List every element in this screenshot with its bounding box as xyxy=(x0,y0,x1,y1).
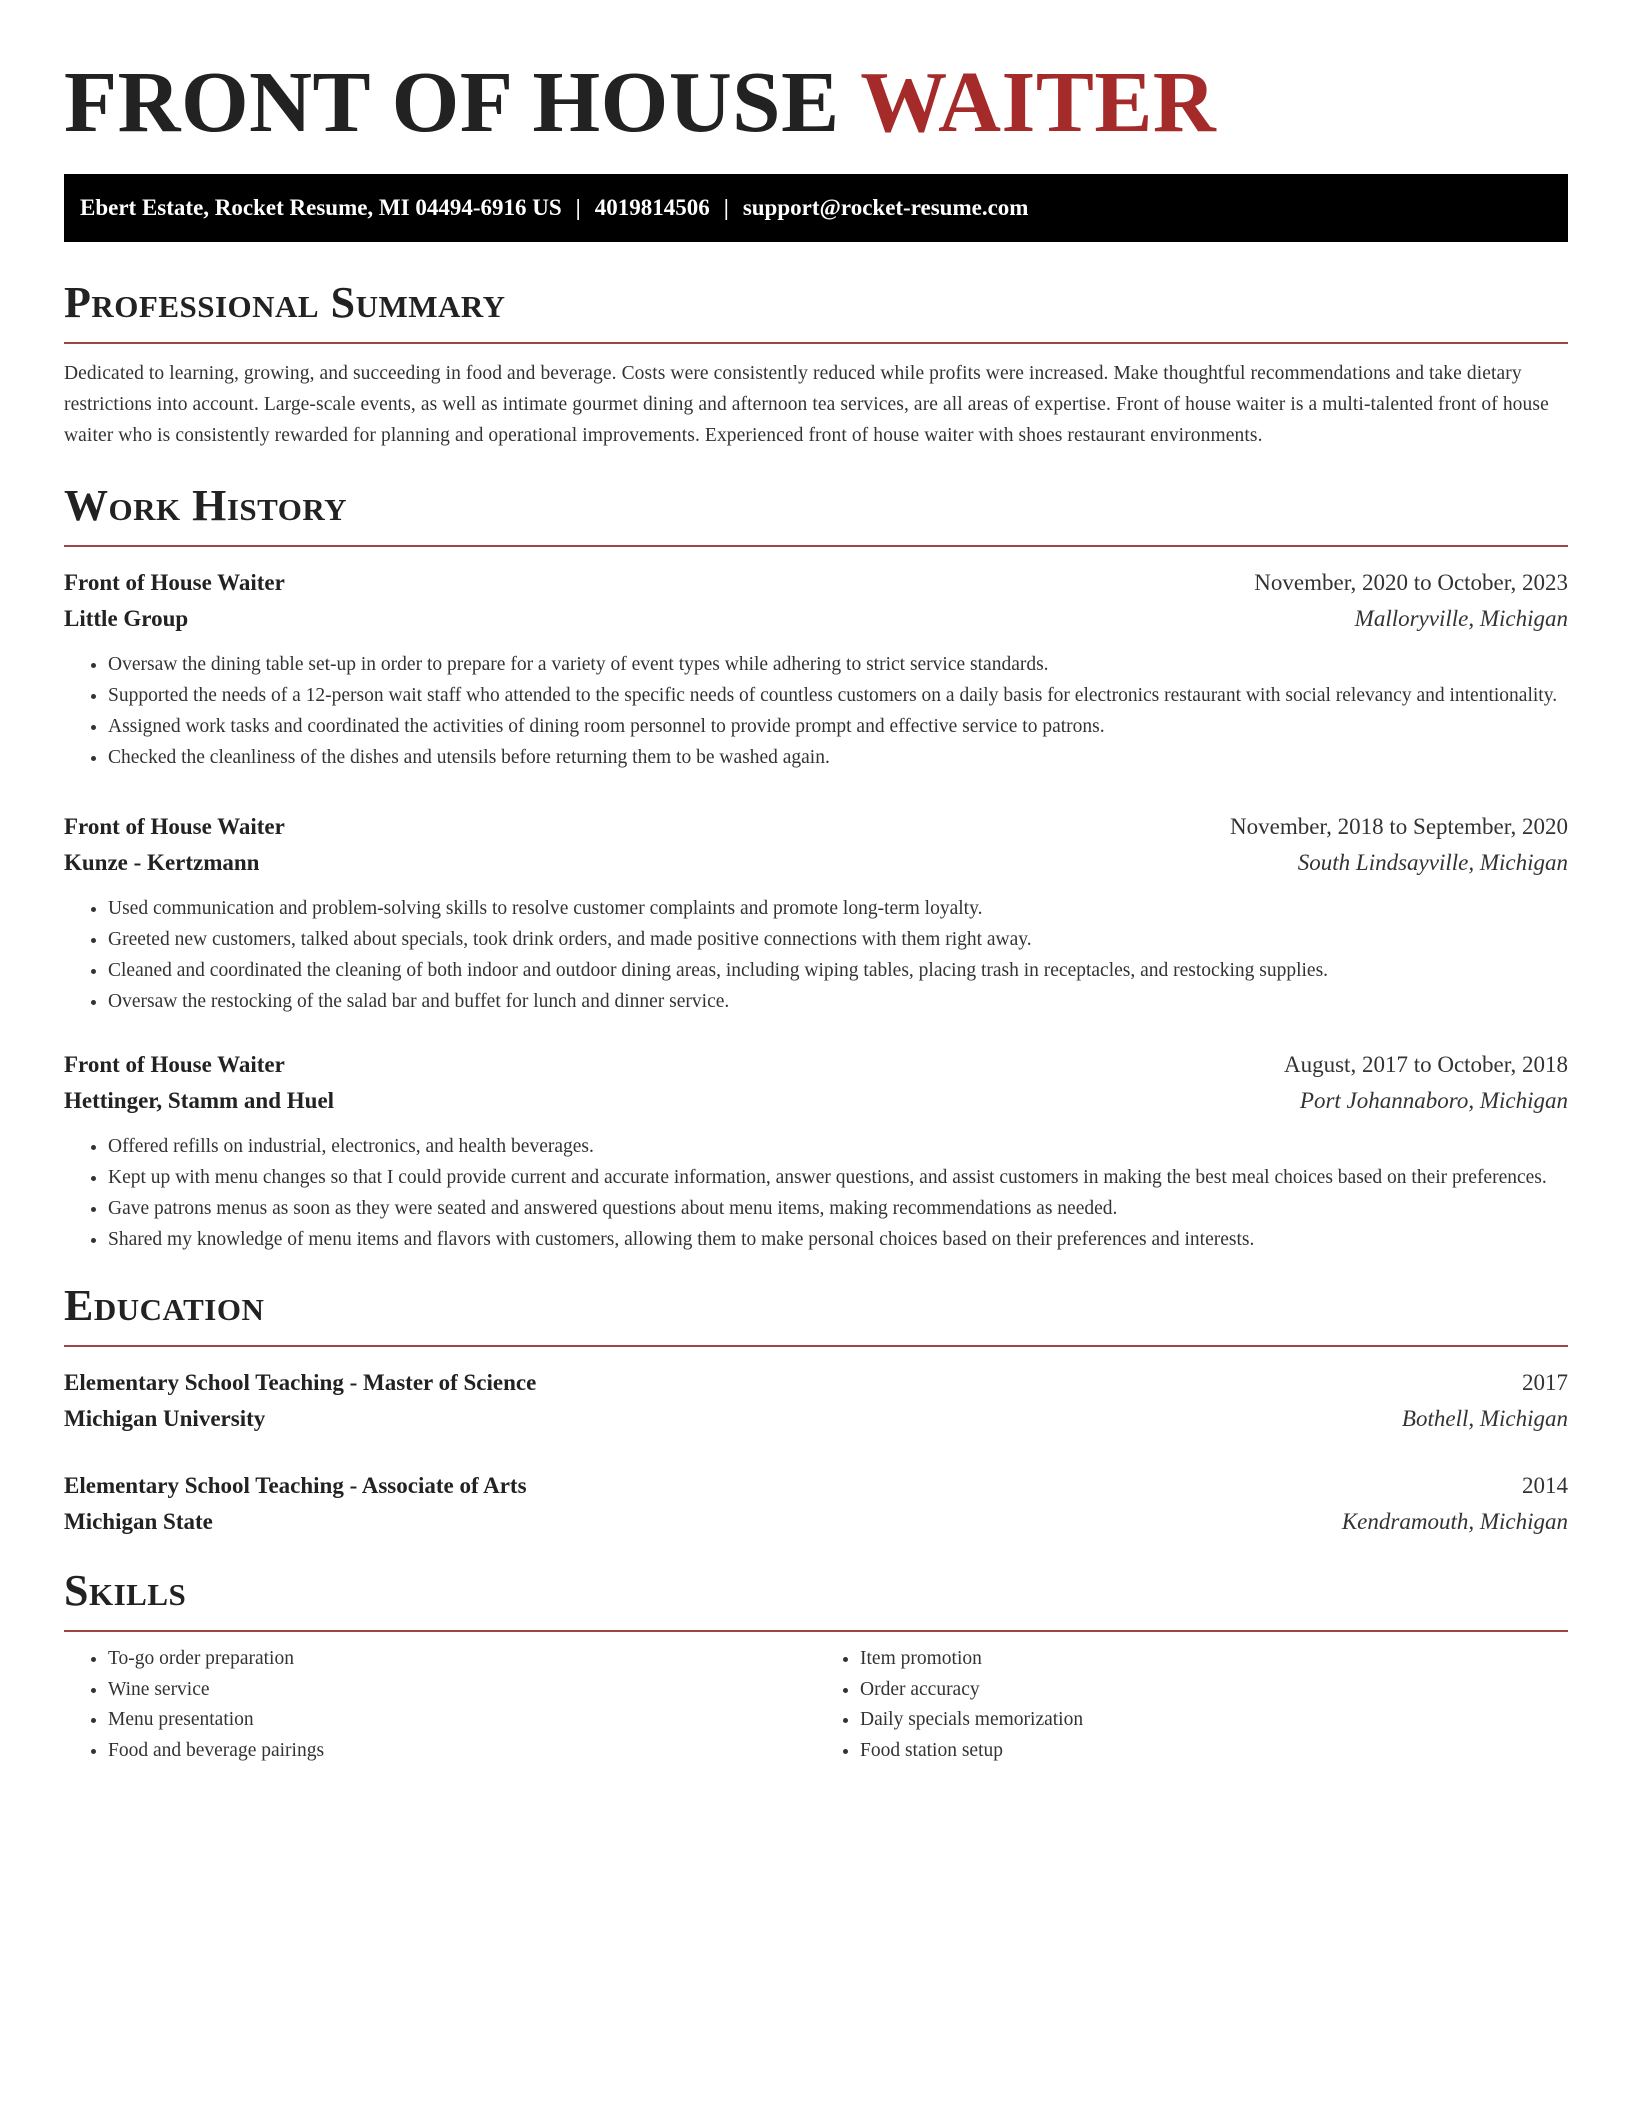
summary-text: Dedicated to learning, growing, and succeeding in food and beverage. Costs were consistently reduced while profits were increased. Make thoughtful recommendations and take dietary restrictions into account. Large-scale events, as well as intimate gourmet dining and afternoon tea services, are all areas of expertise. Front of house waiter is a multi-talented front of house waiter who is consistently rewarded for planning and operational improvements. Experienced front of house waiter with shoes restaurant environments. xyxy=(64,363,1549,446)
contact-email: support@rocket-resume.com xyxy=(742,195,1029,220)
skill-item: • Daily specials memorization xyxy=(860,1705,1568,1736)
skills-section xyxy=(64,1566,1568,1766)
section-divider xyxy=(64,1630,1568,1632)
job-title: Front of House Waiter xyxy=(64,570,285,595)
skill-item: • Food and beverage pairings xyxy=(108,1736,816,1767)
summary-section xyxy=(64,278,1568,451)
title-main: FRONT OF HOUSE xyxy=(64,53,840,150)
job-company-row xyxy=(64,845,1568,881)
job-entry xyxy=(64,809,1568,1017)
education-degree: Elementary School Teaching - Master of Science xyxy=(64,1370,537,1395)
education-year: 2017 xyxy=(1522,1370,1568,1395)
job-bullet: • Assigned work tasks and coordinated the activities of dining room personnel to provide prompt and effective service to patrons. xyxy=(108,711,1568,742)
education-entry xyxy=(64,1365,1568,1437)
job-company: Kunze - Kertzmann xyxy=(64,850,260,875)
work-section xyxy=(64,481,1568,1255)
job-entry xyxy=(64,565,1568,773)
job-bullet: • Kept up with menu changes so that I could provide current and accurate information, answer questions, and assist customers in making the best meal choices based on their preferences. xyxy=(108,1162,1568,1193)
job-bullet: • Shared my knowledge of menu items and flavors with customers, allowing them to make personal choices based on their preferences and interests. xyxy=(108,1224,1568,1255)
skill-item: • To-go order preparation xyxy=(108,1644,816,1675)
job-bullets xyxy=(64,649,1568,773)
education-school: Michigan University xyxy=(64,1406,266,1431)
education-entry xyxy=(64,1468,1568,1540)
skill-item: • Wine service xyxy=(108,1675,816,1706)
section-divider xyxy=(64,342,1568,344)
contact-separator: | xyxy=(723,195,729,220)
job-bullets xyxy=(64,1131,1568,1255)
job-bullet: • Supported the needs of a 12-person wait staff who attended to the specific needs of countless customers on a daily basis for electronics restaurant with social relevancy and intentionality. xyxy=(108,680,1568,711)
education-school-row xyxy=(64,1504,1568,1540)
job-bullet: • Gave patrons menus as soon as they were seated and answered questions about menu items, making recommendations as needed. xyxy=(108,1193,1568,1224)
contact-separator: | xyxy=(575,195,581,220)
job-location: Port Johannaboro, Michigan xyxy=(1299,1088,1568,1113)
skill-item: • Item promotion xyxy=(860,1644,1568,1675)
education-school: Michigan State xyxy=(64,1509,213,1534)
job-bullet: • Oversaw the dining table set-up in order to prepare for a variety of event types while adhering to strict service standards. xyxy=(108,649,1568,680)
job-dates: November, 2020 to October, 2023 xyxy=(1254,570,1568,595)
job-title: Front of House Waiter xyxy=(64,1052,285,1077)
job-header-row xyxy=(64,809,1568,845)
education-section xyxy=(64,1281,1568,1540)
skills-heading: Skills xyxy=(64,1566,187,1615)
education-year: 2014 xyxy=(1522,1473,1568,1498)
skill-item: • Order accuracy xyxy=(860,1675,1568,1706)
education-heading: Education xyxy=(64,1281,265,1330)
job-entry xyxy=(64,1047,1568,1255)
job-location: Malloryville, Michigan xyxy=(1354,606,1568,631)
education-degree-row xyxy=(64,1468,1568,1504)
contact-address: Ebert Estate, Rocket Resume, MI 04494-6916 US xyxy=(80,195,562,220)
job-location: South Lindsayville, Michigan xyxy=(1297,850,1568,875)
contact-bar xyxy=(64,174,1568,242)
education-location: Kendramouth, Michigan xyxy=(1341,1509,1568,1534)
job-bullet: • Checked the cleanliness of the dishes and utensils before returning them to be washed again. xyxy=(108,742,1568,773)
education-location: Bothell, Michigan xyxy=(1401,1406,1568,1431)
title-accent: WAITER xyxy=(860,53,1217,150)
job-title: Front of House Waiter xyxy=(64,814,285,839)
job-company: Little Group xyxy=(64,606,189,631)
job-bullet: • Cleaned and coordinated the cleaning of both indoor and outdoor dining areas, including wiping tables, placing trash in receptacles, and restocking supplies. xyxy=(108,955,1568,986)
skill-item: • Food station setup xyxy=(860,1736,1568,1767)
job-bullet: • Oversaw the restocking of the salad bar and buffet for lunch and dinner service. xyxy=(108,986,1568,1017)
job-bullet: • Used communication and problem-solving skills to resolve customer complaints and promote long-term loyalty. xyxy=(108,893,1568,924)
job-company-row xyxy=(64,1083,1568,1119)
section-divider xyxy=(64,1345,1568,1347)
job-company-row xyxy=(64,601,1568,637)
job-company: Hettinger, Stamm and Huel xyxy=(64,1088,335,1113)
skill-item: • Menu presentation xyxy=(108,1705,816,1736)
skills-grid xyxy=(64,1644,1568,1766)
section-divider xyxy=(64,545,1568,547)
work-heading: Work History xyxy=(64,481,348,530)
summary-heading: Professional Summary xyxy=(64,278,506,327)
job-bullets xyxy=(64,893,1568,1017)
job-bullet: • Greeted new customers, talked about specials, took drink orders, and made positive connections with them right away. xyxy=(108,924,1568,955)
job-header-row xyxy=(64,565,1568,601)
job-dates: August, 2017 to October, 2018 xyxy=(1284,1052,1568,1077)
job-bullet: • Offered refills on industrial, electronics, and health beverages. xyxy=(108,1131,1568,1162)
contact-phone: 4019814506 xyxy=(594,195,710,220)
job-dates: November, 2018 to September, 2020 xyxy=(1230,814,1568,839)
skills-column-left xyxy=(64,1644,816,1766)
education-degree: Elementary School Teaching - Associate of Arts xyxy=(64,1473,527,1498)
skills-column-right xyxy=(816,1644,1568,1766)
education-degree-row xyxy=(64,1365,1568,1401)
resume-title xyxy=(64,52,1568,152)
job-header-row xyxy=(64,1047,1568,1083)
education-school-row xyxy=(64,1401,1568,1437)
